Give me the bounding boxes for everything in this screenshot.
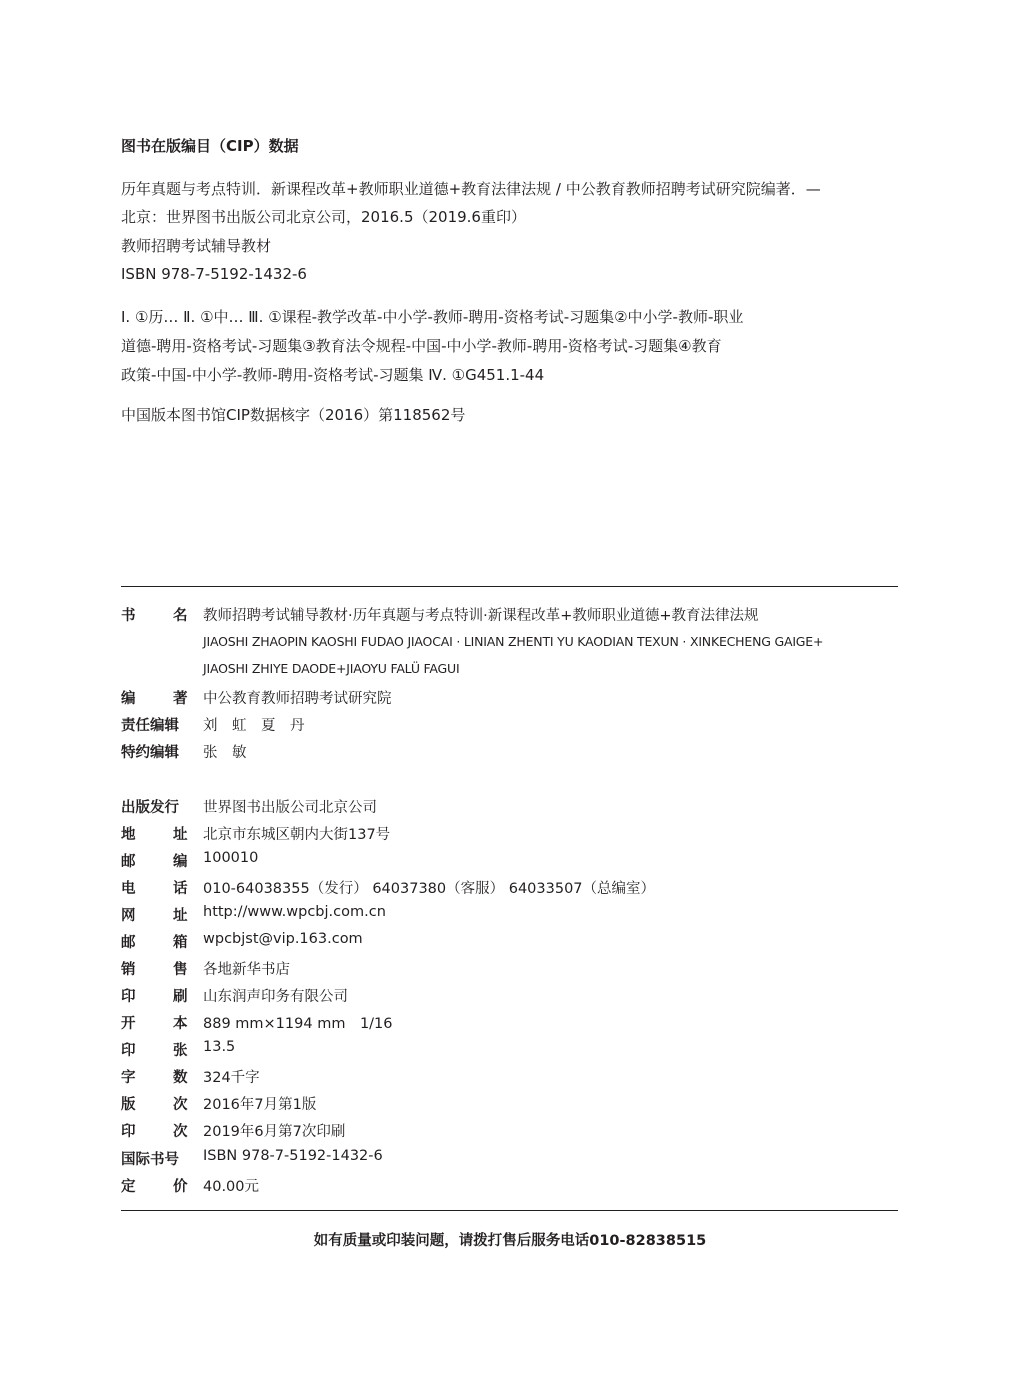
email-link[interactable]: wpcbjst@vip.163.com <box>203 931 363 947</box>
cip-line: 北京：世界图书出版公司北京公司，2016.5（2019.6重印） <box>121 208 526 226</box>
cip-index-line: 道德-聘用-资格考试-习题集③教育法令规程-中国-中小学-教师-聘用-资格考试-习题集④教育 <box>121 337 722 355</box>
cip-line: 教师招聘考试辅导教材 <box>121 237 272 255</box>
cip-title: 图书在版编目（CIP）数据 <box>121 137 299 155</box>
service-hotline: 如有质量或印装问题，请拨打售后服务电话010-82838515 <box>313 1233 707 1249</box>
website-link[interactable]: http://www.wpcbj.com.cn <box>203 904 386 920</box>
cip-index-line: Ⅰ. ①历… Ⅱ. ①中… Ⅲ. ①课程-教学改革-中小学-教师-聘用-资格考试-习题集②中小学-教师-职业 <box>121 308 744 326</box>
book-name-pinyin: JIAOSHI ZHIYE DAODE+JIAOYU FALÜ FAGUI <box>203 661 460 676</box>
book-name-pinyin: JIAOSHI ZHAOPIN KAOSHI FUDAO JIAOCAI · LINIAN ZHENTI YU KAODIAN TEXUN · XINKECHENG GAIGE+ <box>203 634 824 649</box>
divider-top <box>121 586 898 587</box>
cip-isbn: ISBN 978-7-5192-1432-6 <box>121 265 307 283</box>
cip-verification: 中国版本图书馆CIP数据核字（2016）第118562号 <box>121 406 466 424</box>
cip-index-line: 政策-中国-中小学-教师-聘用-资格考试-习题集 Ⅳ. ①G451.1-44 <box>121 366 545 384</box>
cip-line: 历年真题与考点特训．新课程改革+教师职业道德+教育法律法规 / 中公教育教师招聘考试研究院编著．— <box>121 180 821 198</box>
book-name-value: 教师招聘考试辅导教材·历年真题与考点特训·新课程改革+教师职业道德+教育法律法规 <box>203 608 759 624</box>
divider-bottom <box>121 1210 898 1211</box>
